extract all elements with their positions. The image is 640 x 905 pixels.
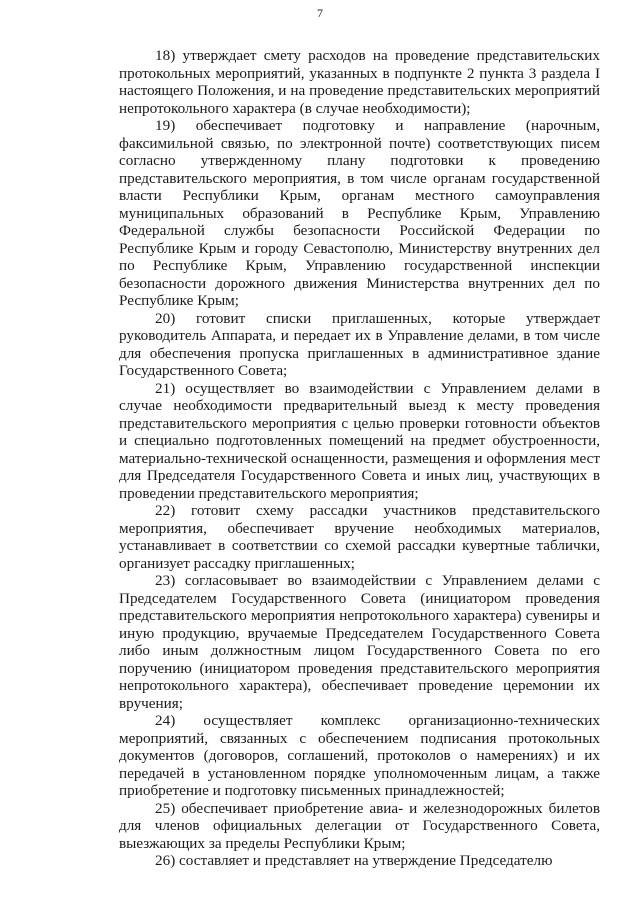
paragraph-23: 23) согласовывает во взаимодействии с Управлением делами с Председателем Государственного Совета (инициатором проведения представительского мероприятия непротокольного характера) сувениры и иную продукцию, вручаемые Председателем Государственного Совета либо иным должностным лицом Государственного Совета по его поручению (инициатором проведения представительского мероприятия непротокольного характера), обеспечивает проведение церемонии их вручения;	[119, 572, 600, 712]
paragraph-18: 18) утверждает смету расходов на проведение представительских протокольных мероприятий, указанных в подпункте 2 пункта 3 раздела I настоящего Положения, и на проведение представительских мероприятий непротокольного характера (в случае необходимости);	[119, 47, 600, 117]
body-text	[119, 47, 600, 870]
paragraph-20: 20) готовит списки приглашенных, которые утверждает руководитель Аппарата, и передает их в Управление делами, в том числе для обеспечения пропуска приглашенных в административное здание Государственного Совета;	[119, 309, 600, 379]
paragraph-22: 22) готовит схему рассадки участников представительского мероприятия, обеспечивает вручение необходимых материалов, устанавливает в соответствии со схемой рассадки кувертные таблички, организует рассадку приглашенных;	[119, 502, 600, 572]
paragraph-19: 19) обеспечивает подготовку и направление (нарочным, факсимильной связью, по электронной почте) соответствующих писем согласно утвержденному плану подготовки к проведению представительского мероприятия, в том числе органам государственной власти Республики Крым, органам местного самоуправления муниципальных образований в Республике Крым, Управлению Федеральной службы безопасности Российской Федерации по Республике Крым и городу Севастополю, Министерству внутренних дел по Республике Крым, Управлению государственной инспекции безопасности дорожного движения Министерства внутренних дел по Республике Крым;	[119, 117, 600, 309]
paragraph-25: 25) обеспечивает приобретение авиа- и железнодорожных билетов для членов официальных делегации от Государственного Совета, выезжающих за пределы Республики Крым;	[119, 799, 600, 852]
paragraph-21: 21) осуществляет во взаимодействии с Управлением делами в случае необходимости предварительный выезд к месту проведения представительского мероприятия с целью проверки готовности объектов и специально подготовленных помещений на предмет обустроенности, материально-технической оснащенности, размещения и оформления мест для Председателя Государственного Совета и иных лиц, участвующих в проведении представительского мероприятия;	[119, 379, 600, 502]
paragraph-26: 26) составляет и представляет на утверждение Председателю	[155, 852, 553, 869]
page-number: 7	[317, 6, 323, 20]
paragraph-24: 24) осуществляет комплекс организационно-технических мероприятий, связанных с обеспечением подписания протокольных документов (договоров, соглашений, протоколов о намерениях) и их передачей в установленном порядке уполномоченным лицам, а также приобретение и подготовку письменных принадлежностей;	[119, 712, 600, 799]
